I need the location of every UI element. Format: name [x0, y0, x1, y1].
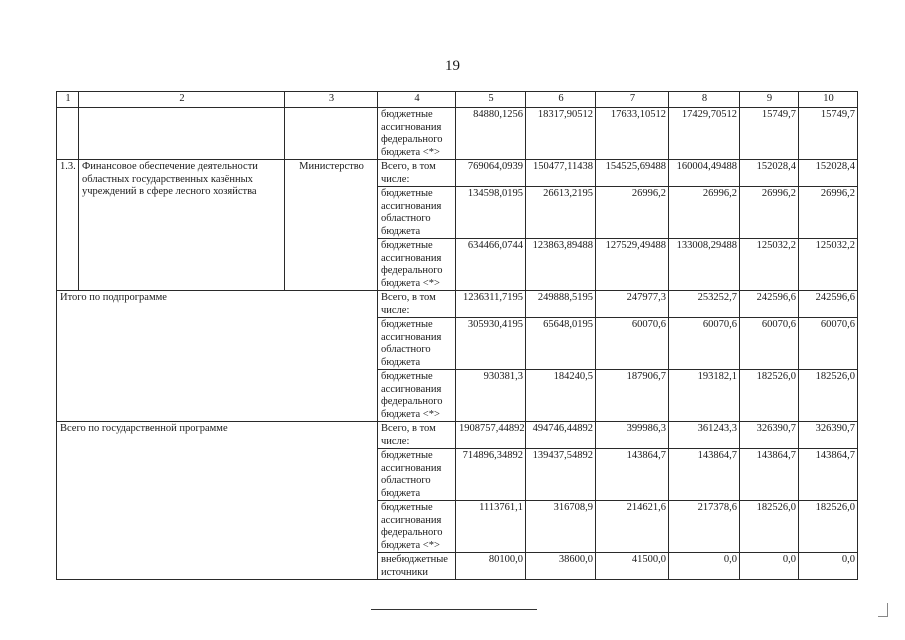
value-cell: 0,0 — [799, 553, 858, 580]
value-cell: 26613,2195 — [526, 187, 596, 239]
value-cell: 38600,0 — [526, 553, 596, 580]
value-cell: 152028,4 — [740, 160, 799, 187]
value-cell: 60070,6 — [740, 318, 799, 370]
funding-source: Всего, в том числе: — [378, 291, 456, 318]
funding-source: Всего, в том числе: — [378, 160, 456, 187]
value-cell: 247977,3 — [596, 291, 669, 318]
value-cell: 26996,2 — [740, 187, 799, 239]
value-cell: 143864,7 — [799, 449, 858, 501]
column-header: 1 — [57, 92, 79, 108]
value-cell: 249888,5195 — [526, 291, 596, 318]
value-cell: 214621,6 — [596, 501, 669, 553]
value-cell: 253252,7 — [669, 291, 740, 318]
value-cell: 80100,0 — [456, 553, 526, 580]
value-cell: 125032,2 — [799, 239, 858, 291]
value-cell: 305930,4195 — [456, 318, 526, 370]
activity-executor: Министерство — [285, 160, 378, 291]
funding-source: Всего, в том числе: — [378, 422, 456, 449]
value-cell: 0,0 — [669, 553, 740, 580]
value-cell: 714896,34892 — [456, 449, 526, 501]
value-cell: 242596,6 — [740, 291, 799, 318]
column-header: 5 — [456, 92, 526, 108]
column-header: 10 — [799, 92, 858, 108]
value-cell: 154525,69488 — [596, 160, 669, 187]
column-header: 2 — [79, 92, 285, 108]
value-cell: 242596,6 — [799, 291, 858, 318]
value-cell: 26996,2 — [596, 187, 669, 239]
table-row — [57, 422, 858, 449]
column-header: 4 — [378, 92, 456, 108]
value-cell: 127529,49488 — [596, 239, 669, 291]
scan-mark — [887, 603, 888, 617]
value-cell: 187906,7 — [596, 370, 669, 422]
value-cell: 60070,6 — [799, 318, 858, 370]
value-cell: 1113761,1 — [456, 501, 526, 553]
column-header: 8 — [669, 92, 740, 108]
value-cell: 769064,0939 — [456, 160, 526, 187]
summary-title: Всего по государственной программе — [57, 422, 378, 580]
value-cell: 18317,90512 — [526, 108, 596, 160]
table-row — [57, 108, 858, 160]
funding-source: бюджетные ассигнования федерального бюджета <*> — [378, 239, 456, 291]
value-cell: 125032,2 — [740, 239, 799, 291]
activity-number: 1.3. — [57, 160, 79, 291]
column-header: 7 — [596, 92, 669, 108]
value-cell: 41500,0 — [596, 553, 669, 580]
value-cell: 0,0 — [740, 553, 799, 580]
value-cell: 316708,9 — [526, 501, 596, 553]
value-cell: 143864,7 — [740, 449, 799, 501]
value-cell: 182526,0 — [740, 501, 799, 553]
value-cell: 326390,7 — [740, 422, 799, 449]
value-cell: 15749,7 — [799, 108, 858, 160]
table-body — [57, 92, 858, 580]
value-cell: 182526,0 — [740, 370, 799, 422]
funding-source: бюджетные ассигнования федерального бюджета <*> — [378, 501, 456, 553]
budget-table — [56, 91, 858, 580]
activity-executor — [285, 108, 378, 160]
value-cell: 133008,29488 — [669, 239, 740, 291]
funding-source: внебюджетные источники — [378, 553, 456, 580]
summary-title: Итого по подпрограмме — [57, 291, 378, 422]
value-cell: 60070,6 — [596, 318, 669, 370]
funding-source: бюджетные ассигнования федерального бюджета <*> — [378, 108, 456, 160]
value-cell: 182526,0 — [799, 370, 858, 422]
activity-name: Финансовое обеспечение деятельности областных государственных казённых учреждений в сфере лесного хозяйства — [79, 160, 285, 291]
value-cell: 399986,3 — [596, 422, 669, 449]
column-header: 6 — [526, 92, 596, 108]
value-cell: 193182,1 — [669, 370, 740, 422]
value-cell: 361243,3 — [669, 422, 740, 449]
value-cell: 143864,7 — [669, 449, 740, 501]
value-cell: 134598,0195 — [456, 187, 526, 239]
value-cell: 17429,70512 — [669, 108, 740, 160]
activity-number — [57, 108, 79, 160]
funding-source: бюджетные ассигнования областного бюджета — [378, 187, 456, 239]
value-cell: 65648,0195 — [526, 318, 596, 370]
value-cell: 17633,10512 — [596, 108, 669, 160]
value-cell: 26996,2 — [669, 187, 740, 239]
value-cell: 1236311,7195 — [456, 291, 526, 318]
value-cell: 84880,1256 — [456, 108, 526, 160]
value-cell: 150477,11438 — [526, 160, 596, 187]
value-cell: 15749,7 — [740, 108, 799, 160]
value-cell: 160004,49488 — [669, 160, 740, 187]
funding-source: бюджетные ассигнования федерального бюджета <*> — [378, 370, 456, 422]
column-header: 3 — [285, 92, 378, 108]
funding-source: бюджетные ассигнования областного бюджета — [378, 449, 456, 501]
value-cell: 326390,7 — [799, 422, 858, 449]
scan-mark — [878, 616, 888, 617]
value-cell: 1908757,44892 — [456, 422, 526, 449]
value-cell: 634466,0744 — [456, 239, 526, 291]
funding-source: бюджетные ассигнования областного бюджета — [378, 318, 456, 370]
value-cell: 182526,0 — [799, 501, 858, 553]
table-row — [57, 160, 858, 187]
value-cell: 26996,2 — [799, 187, 858, 239]
value-cell: 152028,4 — [799, 160, 858, 187]
column-header-row — [57, 92, 858, 108]
value-cell: 184240,5 — [526, 370, 596, 422]
footnote-separator — [371, 609, 537, 610]
activity-name — [79, 108, 285, 160]
value-cell: 494746,44892 — [526, 422, 596, 449]
table-row — [57, 291, 858, 318]
value-cell: 217378,6 — [669, 501, 740, 553]
column-header: 9 — [740, 92, 799, 108]
value-cell: 60070,6 — [669, 318, 740, 370]
value-cell: 143864,7 — [596, 449, 669, 501]
page-number: 19 — [445, 58, 460, 74]
value-cell: 139437,54892 — [526, 449, 596, 501]
value-cell: 930381,3 — [456, 370, 526, 422]
value-cell: 123863,89488 — [526, 239, 596, 291]
